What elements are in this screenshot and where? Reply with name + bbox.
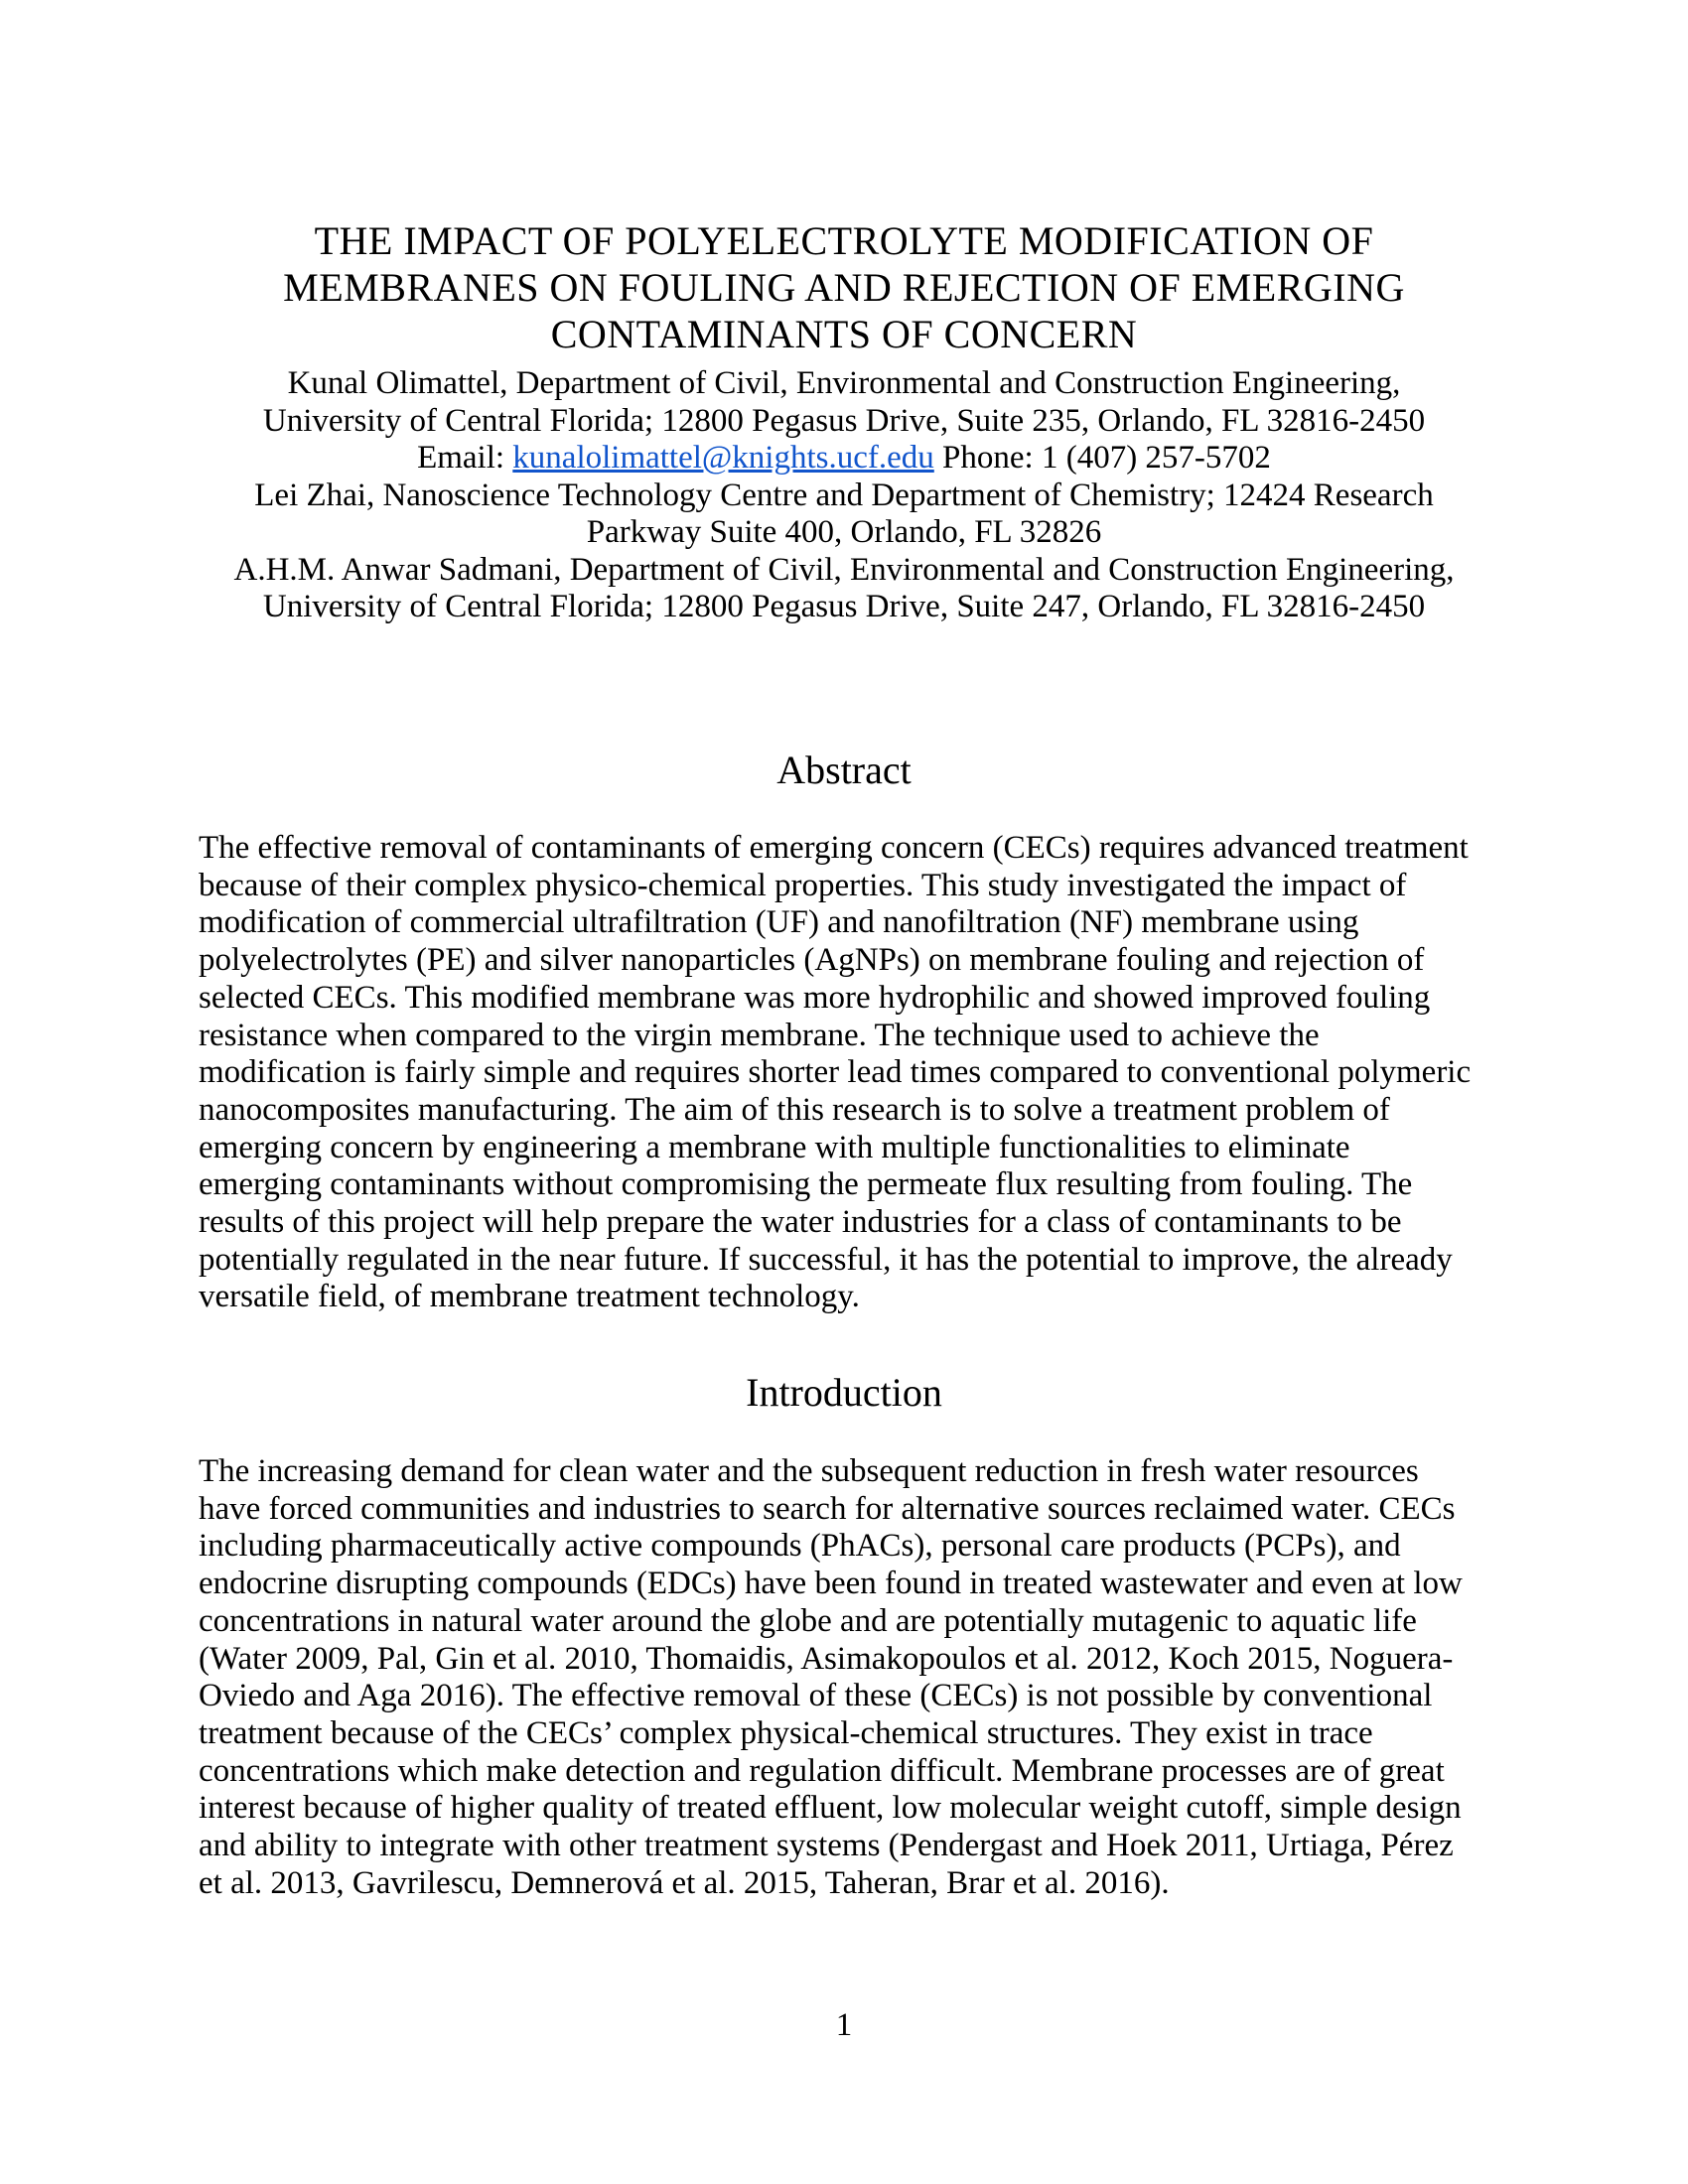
introduction-line: concentrations which make detection and regulation difficult. Membrane processes are of great bbox=[199, 1752, 1445, 1789]
author-line: University of Central Florida; 12800 Pegasus Drive, Suite 247, Orlando, FL 32816-2450 bbox=[262, 589, 1426, 624]
introduction-line: have forced communities and industries to search for alternative sources reclaimed water. CECs bbox=[199, 1490, 1456, 1527]
email-link[interactable]: kunalolimattel@knights.ucf.edu bbox=[512, 440, 934, 476]
introduction-line: interest because of higher quality of treated effluent, low molecular weight cutoff, simple design bbox=[199, 1790, 1462, 1827]
abstract-line: modification of commercial ultrafiltration (UF) and nanofiltration (NF) membrane using bbox=[199, 904, 1359, 941]
introduction-line: The increasing demand for clean water and the subsequent reduction in fresh water resources bbox=[199, 1453, 1419, 1489]
author-line: Lei Zhai, Nanoscience Technology Centre and Department of Chemistry; 12424 Research bbox=[254, 477, 1434, 513]
introduction-line: endocrine disrupting compounds (EDCs) have been found in treated wastewater and even at low bbox=[199, 1566, 1463, 1602]
introduction-line: including pharmaceutically active compounds (PhACs), personal care products (PCPs), and bbox=[199, 1528, 1401, 1565]
title-line: THE IMPACT OF POLYELECTROLYTE MODIFICATION OF bbox=[314, 218, 1374, 263]
abstract-line: polyelectrolytes (PE) and silver nanoparticles (AgNPs) on membrane fouling and rejection of bbox=[199, 942, 1425, 979]
author-block bbox=[0, 365, 1688, 626]
abstract-line: emerging concern by engineering a membrane with multiple functionalities to eliminate bbox=[199, 1129, 1350, 1165]
introduction-paragraph bbox=[199, 1453, 1499, 1902]
page-number: 1 bbox=[835, 2007, 853, 2043]
abstract-line: because of their complex physico-chemical properties. This study investigated the impact of bbox=[199, 867, 1407, 903]
abstract-heading: Abstract bbox=[776, 748, 912, 792]
author-line: Parkway Suite 400, Orlando, FL 32826 bbox=[586, 514, 1102, 550]
phone-text: Phone: 1 (407) 257-5702 bbox=[933, 440, 1271, 476]
introduction-line: et al. 2013, Gavrilescu, Demnerová et al. 2015, Taheran, Brar et al. 2016). bbox=[199, 1864, 1170, 1901]
abstract-line: potentially regulated in the near future. If successful, it has the potential to improve, the already bbox=[199, 1241, 1453, 1278]
introduction-line: (Water 2009, Pal, Gin et al. 2010, Thomaidis, Asimakopoulos et al. 2012, Koch 2015, Noguera- bbox=[199, 1640, 1454, 1677]
abstract-line: selected CECs. This modified membrane was more hydrophilic and showed improved fouling bbox=[199, 979, 1431, 1016]
title-line: MEMBRANES ON FOULING AND REJECTION OF EMERGING bbox=[283, 265, 1405, 310]
introduction-line: and ability to integrate with other treatment systems (Pendergast and Hoek 2011, Urtiaga, Pérez bbox=[199, 1828, 1454, 1864]
title-line: CONTAMINANTS OF CONCERN bbox=[550, 312, 1138, 356]
author-line: Kunal Olimattel, Department of Civil, Environmental and Construction Engineering, bbox=[287, 365, 1401, 401]
paper-title bbox=[0, 217, 1688, 357]
introduction-line: concentrations in natural water around the globe and are potentially mutagenic to aquatic life bbox=[199, 1602, 1417, 1639]
abstract-line: versatile field, of membrane treatment technology. bbox=[199, 1279, 860, 1315]
author-contact-line bbox=[0, 440, 1688, 478]
author-line: University of Central Florida; 12800 Pegasus Drive, Suite 235, Orlando, FL 32816-2450 bbox=[262, 402, 1426, 439]
email-label: Email: bbox=[417, 440, 513, 476]
introduction-line: treatment because of the CECs’ complex physical-chemical structures. They exist in trace bbox=[199, 1714, 1373, 1751]
abstract-line: The effective removal of contaminants of emerging concern (CECs) requires advanced treatment bbox=[199, 830, 1469, 866]
abstract-line: modification is fairly simple and requires shorter lead times compared to conventional polymeric bbox=[199, 1054, 1472, 1091]
abstract-line: results of this project will help prepare the water industries for a class of contaminants to be bbox=[199, 1204, 1402, 1241]
abstract-line: nanocomposites manufacturing. The aim of this research is to solve a treatment problem of bbox=[199, 1091, 1390, 1128]
abstract-line: resistance when compared to the virgin membrane. The technique used to achieve the bbox=[199, 1017, 1320, 1053]
abstract-line: emerging contaminants without compromising the permeate flux resulting from fouling. The bbox=[199, 1166, 1413, 1203]
author-line: A.H.M. Anwar Sadmani, Department of Civil, Environmental and Construction Engineering, bbox=[233, 551, 1455, 588]
abstract-paragraph bbox=[199, 830, 1499, 1316]
introduction-line: Oviedo and Aga 2016). The effective removal of these (CECs) is not possible by conventional bbox=[199, 1678, 1433, 1714]
introduction-heading: Introduction bbox=[746, 1370, 942, 1415]
